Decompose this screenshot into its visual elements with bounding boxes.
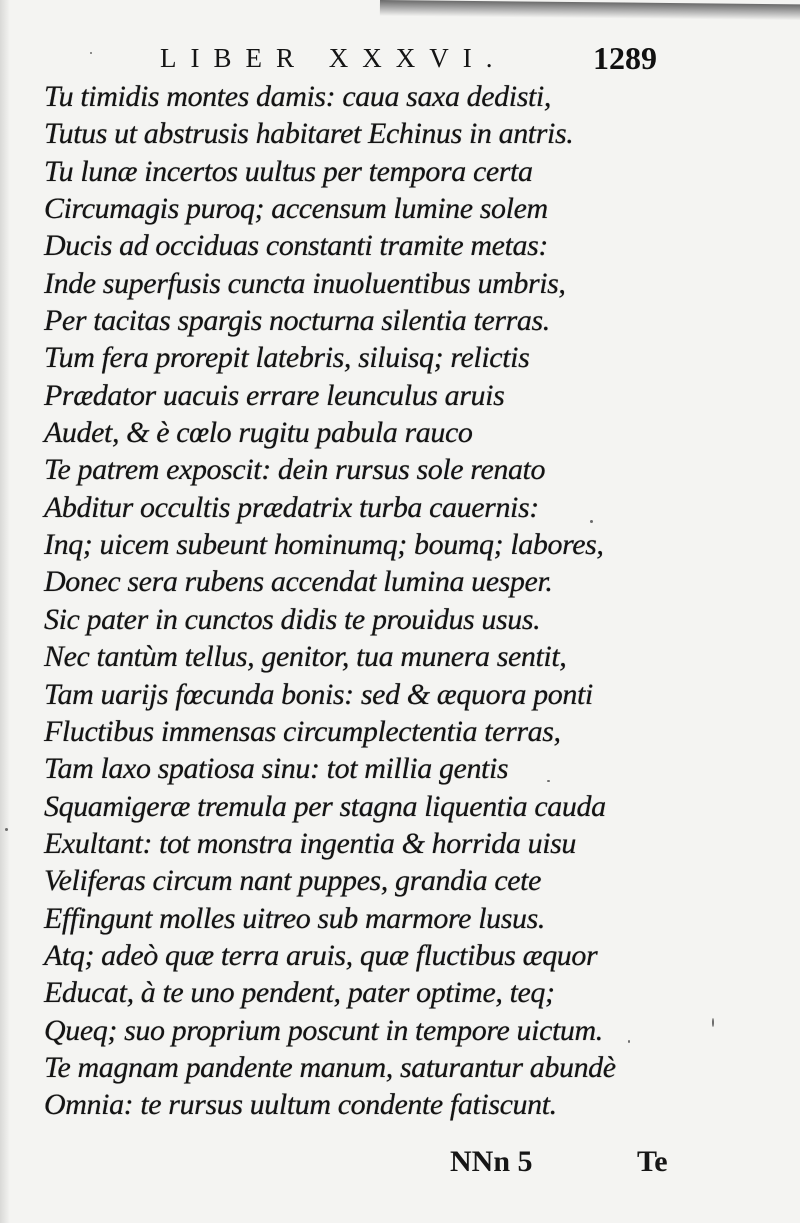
verse-line: Circumagis puroq; accensum lumine solem [44, 192, 548, 226]
verse-line: Veliferas circum nant puppes, grandia cete [44, 864, 541, 898]
gutter-shadow [0, 0, 10, 1223]
verse-line: Abditur occultis prædatrix turba cauernis: [44, 490, 539, 524]
verse-block [44, 78, 624, 1124]
verse-line: Atq; adeò quæ terra aruis, quæ fluctibus æquor [44, 938, 598, 972]
verse-line: Per tacitas spargis nocturna silentia terras. [44, 304, 550, 338]
verse-line: Audet, & è cœlo rugitu pabula rauco [44, 416, 473, 450]
scan-speck [628, 1040, 630, 1043]
verse-line: Donec sera rubens accendat lumina uesper. [44, 565, 553, 599]
verse-line: Effingunt molles uitreo sub marmore lusus. [44, 901, 545, 935]
verse-line: Tutus ut abstrusis habitaret Echinus in antris. [44, 117, 574, 151]
verse-line: Fluctibus immensas circumplectentia terras, [44, 714, 561, 748]
verse-line: Te magnam pandente manum, saturantur abundè [44, 1050, 616, 1084]
scan-speck [547, 780, 550, 782]
verse-line: Ducis ad occiduas constanti tramite metas: [44, 229, 548, 263]
verse-line: Nec tantùm tellus, genitor, tua munera sentit, [44, 640, 567, 674]
verse-line: Tam laxo spatiosa sinu: tot millia gentis [44, 752, 509, 786]
signature-mark: NNn 5 [450, 1145, 533, 1178]
verse-line: Prædator uacuis errare leunculus aruis [44, 378, 505, 412]
scan-speck [712, 1018, 714, 1027]
scan-speck [590, 520, 593, 523]
scan-speck [5, 828, 8, 831]
catchword: Te [637, 1145, 668, 1178]
verse-line: Squamigeræ tremula per stagna liquentia cauda [44, 789, 606, 823]
scan-speck [90, 52, 92, 54]
verse-line: Sic pater in cunctos didis te prouidus usus. [44, 602, 541, 636]
page-edge-shadow [380, 0, 800, 21]
verse-line: Tu timidis montes damis: caua saxa dedisti, [44, 80, 551, 113]
verse-line: Queq; suo proprium poscunt in tempore uictum. [44, 1013, 603, 1047]
verse-line: Te patrem exposcit: dein rursus sole renato [44, 453, 546, 487]
verse-line: Tu lunæ incertos uultus per tempora certa [44, 154, 533, 188]
verse-line: Inde superfusis cuncta inuoluentibus umbris, [44, 266, 566, 300]
verse-line: Omnia: te rursus uultum condente fatiscunt. [44, 1088, 557, 1122]
verse-line: Tam uarijs fœcunda bonis: sed & æquora ponti [44, 677, 593, 711]
verse-line: Educat, à te uno pendent, pater optime, teq; [44, 976, 555, 1010]
running-head: LIBER XXXVI. [160, 43, 507, 73]
page-number: 1289 [593, 40, 657, 76]
verse-line: Tum fera prorepit latebris, siluisq; relictis [44, 341, 530, 375]
verse-line: Inq; uicem subeunt hominumq; boumq; labores, [44, 528, 604, 562]
verse-line: Exultant: tot monstra ingentia & horrida uisu [44, 826, 577, 860]
